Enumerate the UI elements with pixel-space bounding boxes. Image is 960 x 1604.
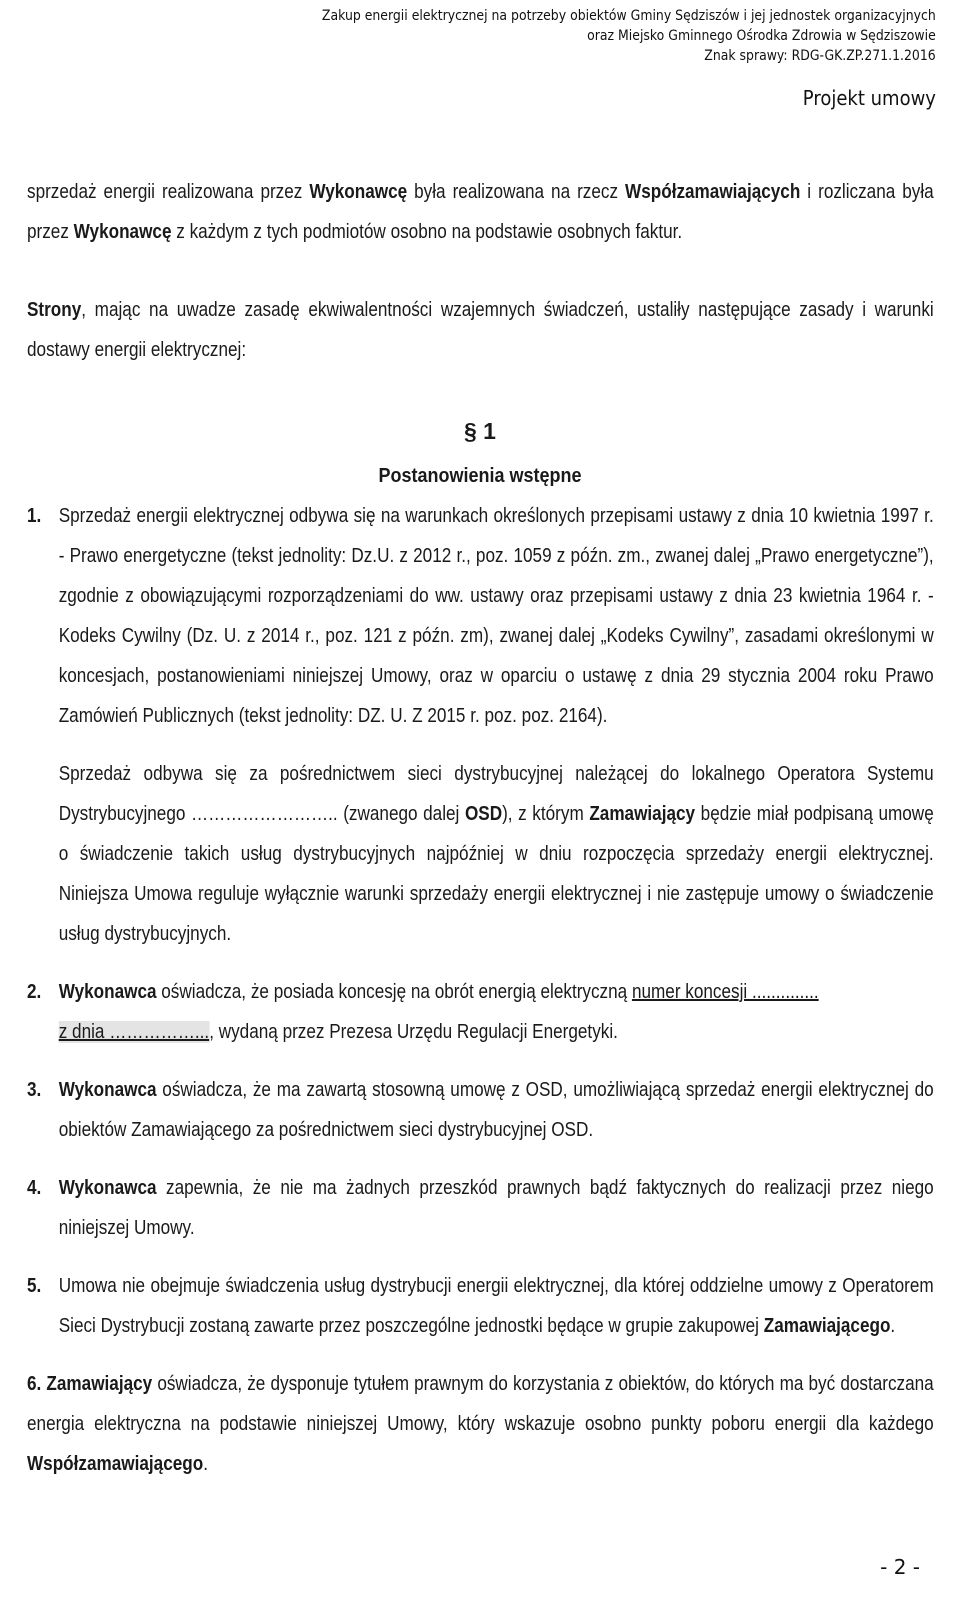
case-number: Znak sprawy: RDG-GK.ZP.271.1.2016 <box>704 48 936 64</box>
page-number: - 2 - <box>880 1555 920 1579</box>
license-date-field: z dnia ……………... <box>58 1021 210 1043</box>
document-type-label: Projekt umowy <box>802 86 936 110</box>
clause-item-3 <box>27 1070 934 1150</box>
header-subtitle-line: oraz Miejsko Gminnego Ośrodka Zdrowia w Sędziszowie <box>587 28 936 44</box>
clause-number: 3. <box>27 1079 42 1101</box>
clause-text: Umowa nie obejmuje świadczenia usług dystrybucji energii elektrycznej, dla której oddzielne umowy z Operatorem Sieci Dystrybucji zostaną zawarte przez poszczególne jednostki będące w grupie zakupowej Zamawiającego. <box>58 1275 934 1337</box>
clause-item-2 <box>27 972 934 1052</box>
clause-number: 5. <box>27 1275 42 1297</box>
clause-item-5 <box>27 1266 934 1346</box>
clause-number: 1. <box>27 505 42 527</box>
clause-text: 6. Zamawiający oświadcza, że dysponuje tytułem prawnym do korzystania z obiektów, do których ma być dostarczana energia elektryczna na podstawie niniejszej Umowy, który wskazuje osobno punkty poboru energii dla każdego Współzamawiającego. <box>27 1373 934 1475</box>
header-title-line: Zakup energii elektrycznej na potrzeby obiektów Gminy Sędziszów i jej jednostek organizacyjnych <box>322 8 936 24</box>
clause-item-6 <box>27 1364 934 1484</box>
clause-text: Wykonawca zapewnia, że nie ma żadnych przeszkód prawnych bądź faktycznych do realizacji przez niego niniejszej Umowy. <box>58 1177 934 1239</box>
clause-text: Wykonawca oświadcza, że posiada koncesję na obrót energią elektryczną numer koncesji .............. z dnia ……………..., wydaną przez Prezesa Urzędu Regulacji Energetyki. <box>58 981 819 1043</box>
section-mark: § 1 <box>464 418 496 444</box>
clause-item-4 <box>27 1168 934 1248</box>
clause-number: 6. <box>27 1373 42 1395</box>
intro-paragraph: sprzedaż energii realizowana przez Wykonawcę była realizowana na rzecz Współzamawiających i rozliczana była przez Wykonawcę z każdym z tych podmiotów osobno na podstawie osobnych faktur. <box>27 181 934 243</box>
clause-text: Sprzedaż odbywa się za pośrednictwem sieci dystrybucyjnej należącej do lokalnego Operatora Systemu Dystrybucyjnego …………………….. (zwanego dalej OSD), z którym Zamawiający będzie miał podpisaną umowę o świadczenie takich usług dystrybucyjnych najpóźniej w dniu rozpoczęcia sprzedaży energii elektrycznej. Niniejsza Umowa reguluje wyłącznie warunki sprzedaży energii elektrycznej i nie zastępuje umowy o świadczenie usług dystrybucyjnych. <box>58 763 934 945</box>
license-number-field: numer koncesji .............. <box>631 981 819 1003</box>
clause-text: Wykonawca oświadcza, że ma zawartą stosowną umowę z OSD, umożliwiającą sprzedaż energii elektrycznej do obiektów Zamawiającego za pośrednictwem sieci dystrybucyjnej OSD. <box>58 1079 934 1141</box>
clause-number: 4. <box>27 1177 42 1199</box>
clause-number: 2. <box>27 981 42 1003</box>
clause-list <box>27 496 934 1484</box>
section-title: Postanowienia wstępne <box>378 465 582 487</box>
parties-paragraph: Strony, mając na uwadze zasadę ekwiwalentności wzajemnych świadczeń, ustaliły następujące zasady i warunki dostawy energii elektrycznej: <box>27 299 934 361</box>
document-header <box>322 6 936 66</box>
clause-item-1 <box>27 496 934 954</box>
clause-text: Sprzedaż energii elektrycznej odbywa się na warunkach określonych przepisami ustawy z dnia 10 kwietnia 1997 r. - Prawo energetyczne (tekst jednolity: Dz.U. z 2012 r., poz. 1059 z późn. zm., zwanej dalej „Prawo energetyczne”), zgodnie z obowiązującymi rozporządzeniami do ww. ustawy oraz przepisami ustawy z dnia 23 kwietnia 1964 r. - Kodeks Cywilny (Dz. U. z 2014 r., poz. 121 z późn. zm), zwanej dalej „Kodeks Cywilny”, zasadami określonymi w koncesjach, postanowieniami niniejszej Umowy, oraz w oparciu o ustawę z dnia 29 stycznia 2004 roku Prawo Zamówień Publicznych (tekst jednolity: DZ. U. Z 2015 r. poz. poz. 2164). <box>58 505 934 727</box>
